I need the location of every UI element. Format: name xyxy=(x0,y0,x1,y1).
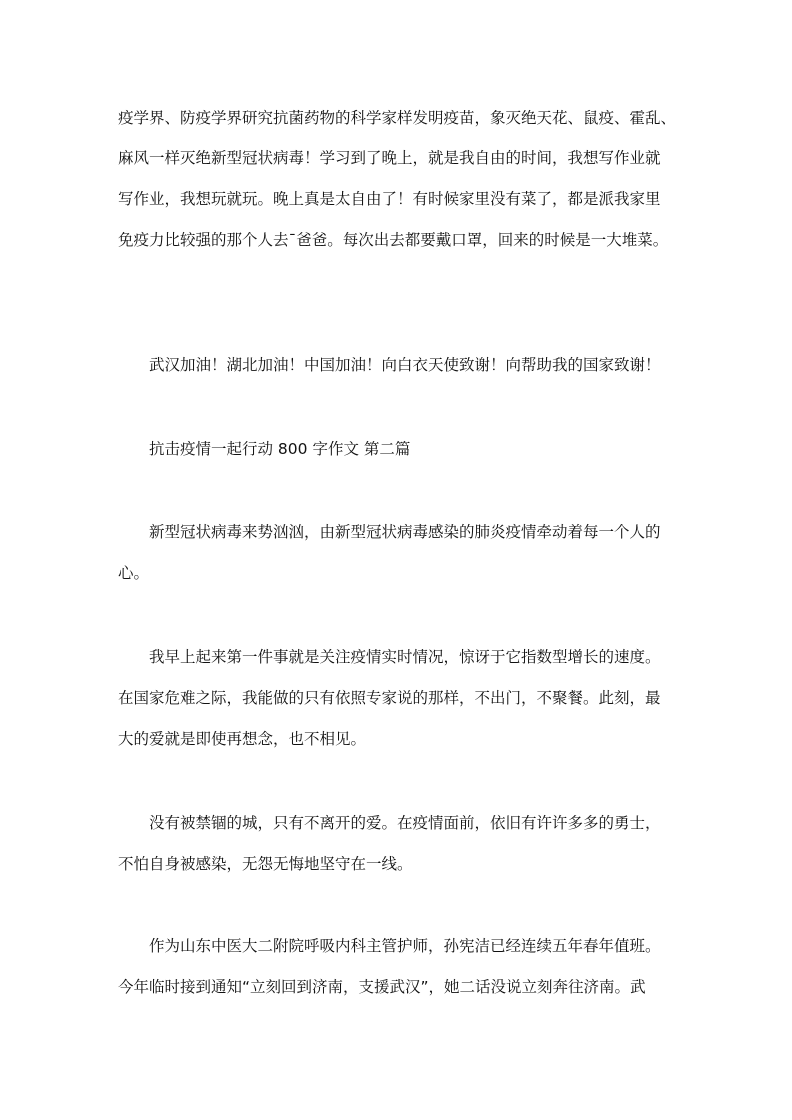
paragraph-line: 武汉加油！湖北加油！中国加油！向白衣天使致谢！向帮助我的国家致谢！ xyxy=(149,356,661,374)
paragraph-line: 新型冠状病毒来势汹汹，由新型冠状病毒感染的肺炎疫情牵动着每一个人的 xyxy=(149,523,661,541)
section-heading: 抗击疫情一起行动 800 字作文 第二篇 xyxy=(149,440,411,458)
paragraph-line: 免疫力比较强的那个人去¯爸爸。每次出去都要戴口罩，回来的时候是一大堆菜。 xyxy=(118,231,669,249)
paragraph-line: 今年临时接到通知“立刻回到济南，支援武汉”，她二话没说立刻奔往济南。武 xyxy=(118,978,646,996)
paragraph-line: 心。 xyxy=(118,564,150,582)
paragraph-line: 在国家危难之际，我能做的只有依照专家说的那样，不出门，不聚餐。此刻，最 xyxy=(118,689,661,707)
paragraph-line: 疫学界、防疫学界研究抗菌药物的科学家样发明疫苗，象灭绝天花、鼠疫、霍乱、 xyxy=(118,109,677,127)
paragraph-line: 我早上起来第一件事就是关注疫情实时情况，惊讶于它指数型增长的速度。 xyxy=(149,648,661,666)
paragraph-line: 大的爱就是即使再想念，也不相见。 xyxy=(118,730,367,748)
paragraph-line: 写作业，我想玩就玩。晚上真是太自由了！有时候家里没有菜了，都是派我家里 xyxy=(118,190,661,208)
paragraph-line: 不怕自身被感染，无怨无悔地坚守在一线。 xyxy=(118,855,413,873)
paragraph-line: 没有被禁锢的城，只有不离开的爱。在疫情面前，依旧有许许多多的勇士， xyxy=(149,814,661,832)
paragraph-line: 作为山东中医大二附院呼吸内科主管护师，孙宪洁已经连续五年春年值班。 xyxy=(149,937,661,955)
paragraph-line: 麻风一样灭绝新型冠状病毒！学习到了晚上，就是我自由的时间，我想写作业就 xyxy=(118,149,661,167)
